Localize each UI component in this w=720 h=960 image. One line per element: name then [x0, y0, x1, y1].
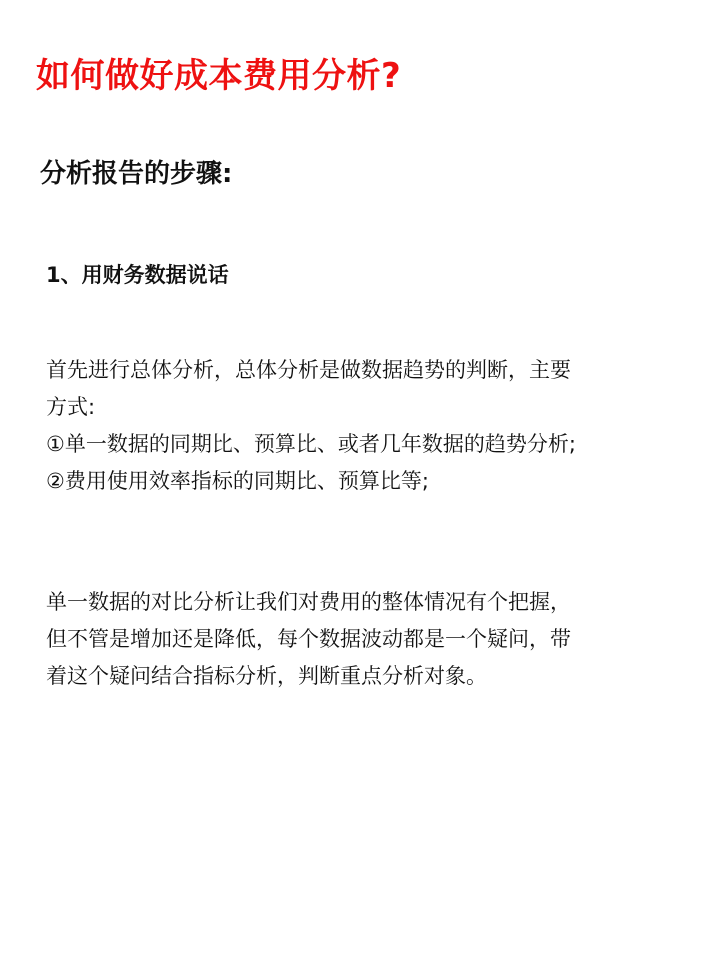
- paragraph-line: 单一数据的对比分析让我们对费用的整体情况有个把握，: [46, 590, 571, 614]
- paragraph-line: 首先进行总体分析，总体分析是做数据趋势的判断，主要: [46, 358, 571, 382]
- paragraph-line: 着这个疑问结合指标分析，判断重点分析对象。: [46, 664, 487, 688]
- paragraph-line: 方式:: [46, 395, 96, 419]
- list-item: ②费用使用效率指标的同期比、预算比等;: [46, 469, 429, 493]
- paragraph-line: 但不管是增加还是降低，每个数据波动都是一个疑问，带: [46, 627, 571, 651]
- step-heading: 1、用财务数据说话: [46, 263, 229, 287]
- section-heading: 分析报告的步骤:: [40, 159, 233, 189]
- page-title: 如何做好成本费用分析?: [36, 56, 402, 96]
- list-item: ①单一数据的同期比、预算比、或者几年数据的趋势分析;: [46, 432, 576, 456]
- comparison-analysis-paragraph: [46, 584, 636, 695]
- overall-analysis-paragraph: [46, 352, 636, 500]
